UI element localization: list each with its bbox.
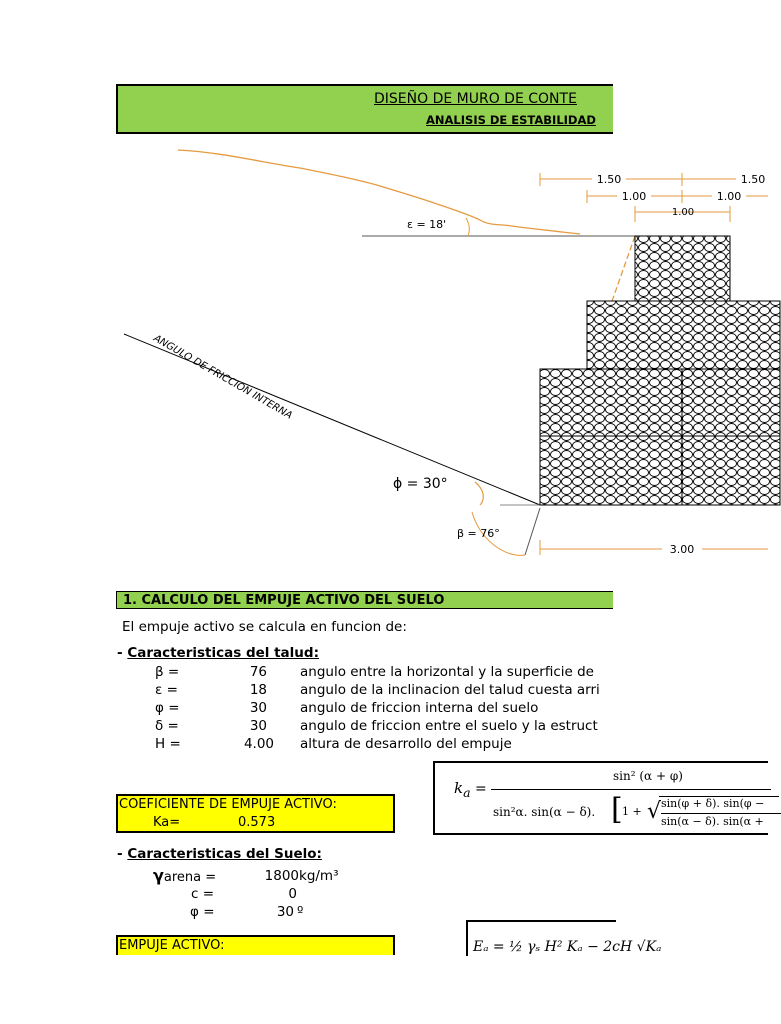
delta-description: angulo de friccion entre el suelo y la estruct bbox=[300, 718, 598, 734]
gamma-symbol: γ bbox=[153, 866, 164, 885]
beta-label: β = 76° bbox=[457, 527, 500, 540]
ka-lhs-sub: a bbox=[463, 785, 471, 800]
ka-den-top: sin(φ + δ). sin(φ − bbox=[661, 797, 765, 810]
beta-symbol: β = bbox=[155, 664, 180, 680]
ka-den-bottom: sin(α − δ). sin(α + bbox=[661, 815, 764, 828]
section-heading: 1. CALCULO DEL EMPUJE ACTIVO DEL SUELO bbox=[116, 591, 613, 609]
dim-mid-2: 1.00 bbox=[716, 190, 742, 203]
page-bottom-margin bbox=[0, 956, 768, 1024]
dim-base: 3.00 bbox=[669, 543, 695, 556]
c-symbol: c = bbox=[191, 886, 215, 902]
coef-label: COEFICIENTE DE EMPUJE ACTIVO: bbox=[119, 797, 337, 812]
talud-heading-dash: - bbox=[117, 645, 128, 661]
phi-symbol: φ = bbox=[155, 700, 180, 716]
epsilon-arc bbox=[466, 218, 469, 236]
ka-label: Ka= bbox=[153, 815, 181, 830]
phi-soil-symbol: φ = bbox=[190, 904, 215, 920]
friction-line-label: ANGULO DE FRICCION INTERNA bbox=[151, 333, 294, 422]
gamma-value: 1800 bbox=[264, 868, 299, 884]
phi-value: 30 bbox=[249, 700, 267, 716]
intro-text: El empuje activo se calcula en funcion de: bbox=[122, 619, 407, 635]
talud-heading-text: Caracteristicas del talud: bbox=[127, 645, 319, 661]
gabion-layer-3 bbox=[587, 301, 780, 369]
gamma-row-label bbox=[153, 866, 216, 885]
phi-soil-value: 30 bbox=[276, 904, 294, 920]
talud-heading bbox=[117, 645, 319, 661]
beta-value: 76 bbox=[249, 664, 267, 680]
ka-value: 0.573 bbox=[238, 815, 276, 830]
suelo-heading bbox=[117, 846, 322, 862]
h-value: 4.00 bbox=[243, 736, 274, 752]
retaining-wall-diagram bbox=[0, 140, 768, 560]
h-symbol: H = bbox=[155, 736, 181, 752]
gabion-base-layer bbox=[540, 436, 780, 505]
delta-symbol: δ = bbox=[155, 718, 179, 734]
dim-top-2: 1.50 bbox=[740, 173, 766, 186]
epsilon-value: 18 bbox=[249, 682, 267, 698]
gabion-layer-2 bbox=[540, 369, 780, 436]
ka-numerator: sin² (α + φ) bbox=[613, 769, 683, 783]
ka-denominator-left: sin²α. sin(α − δ). bbox=[493, 805, 596, 819]
coef-empuje-box bbox=[116, 794, 395, 833]
empuje-activo-box bbox=[116, 935, 395, 955]
phi-label: ϕ = 30° bbox=[393, 476, 448, 492]
gabion-top-layer bbox=[635, 236, 730, 301]
page-subtitle: ANALISIS DE ESTABILIDAD bbox=[426, 113, 596, 127]
beta-description: angulo entre la horizontal y la superficie de bbox=[300, 664, 594, 680]
ka-formula: $k_a$ = sin² (α + φ) sin²α. sin(α − δ). [ 1 + √ sin(φ + δ). sin(φ − sin(α − δ). sin(α + bbox=[433, 761, 768, 835]
page-title: DISEÑO DE MURO DE CONTE bbox=[374, 91, 577, 107]
dim-mid-1: 1.00 bbox=[621, 190, 647, 203]
suelo-heading-dash: - bbox=[117, 846, 128, 862]
gamma-unit: kg/m³ bbox=[299, 868, 339, 884]
epsilon-label: ε = 18' bbox=[407, 218, 447, 231]
dim-top-1: 1.50 bbox=[596, 173, 622, 186]
epsilon-symbol: ε = bbox=[155, 682, 178, 698]
suelo-heading-text: Caracteristicas del Suelo: bbox=[127, 846, 322, 862]
phi-arc bbox=[475, 482, 483, 505]
phi-soil-unit: º bbox=[297, 904, 304, 920]
ground-surface-line bbox=[178, 150, 580, 234]
empuje-label: EMPUJE ACTIVO: bbox=[119, 938, 225, 953]
epsilon-description: angulo de la inclinacion del talud cuesta arri bbox=[300, 682, 600, 698]
delta-value: 30 bbox=[249, 718, 267, 734]
phi-description: angulo de friccion interna del suelo bbox=[300, 700, 539, 716]
title-banner bbox=[116, 84, 613, 134]
gamma-sub: arena = bbox=[163, 870, 217, 885]
beta-angle-arc bbox=[525, 508, 540, 555]
ka-lhs-k: k bbox=[454, 779, 464, 797]
ka-one: 1 + bbox=[622, 805, 642, 818]
h-description: altura de desarrollo del empuje bbox=[300, 736, 512, 752]
talud-table bbox=[0, 664, 613, 754]
ea-formula-text: Eₐ = ½ γₛ H² Kₐ − 2cH √Kₐ bbox=[473, 939, 662, 955]
c-value: 0 bbox=[288, 886, 297, 902]
ka-lhs bbox=[454, 779, 471, 800]
dim-crest: 1.00 bbox=[671, 207, 695, 218]
